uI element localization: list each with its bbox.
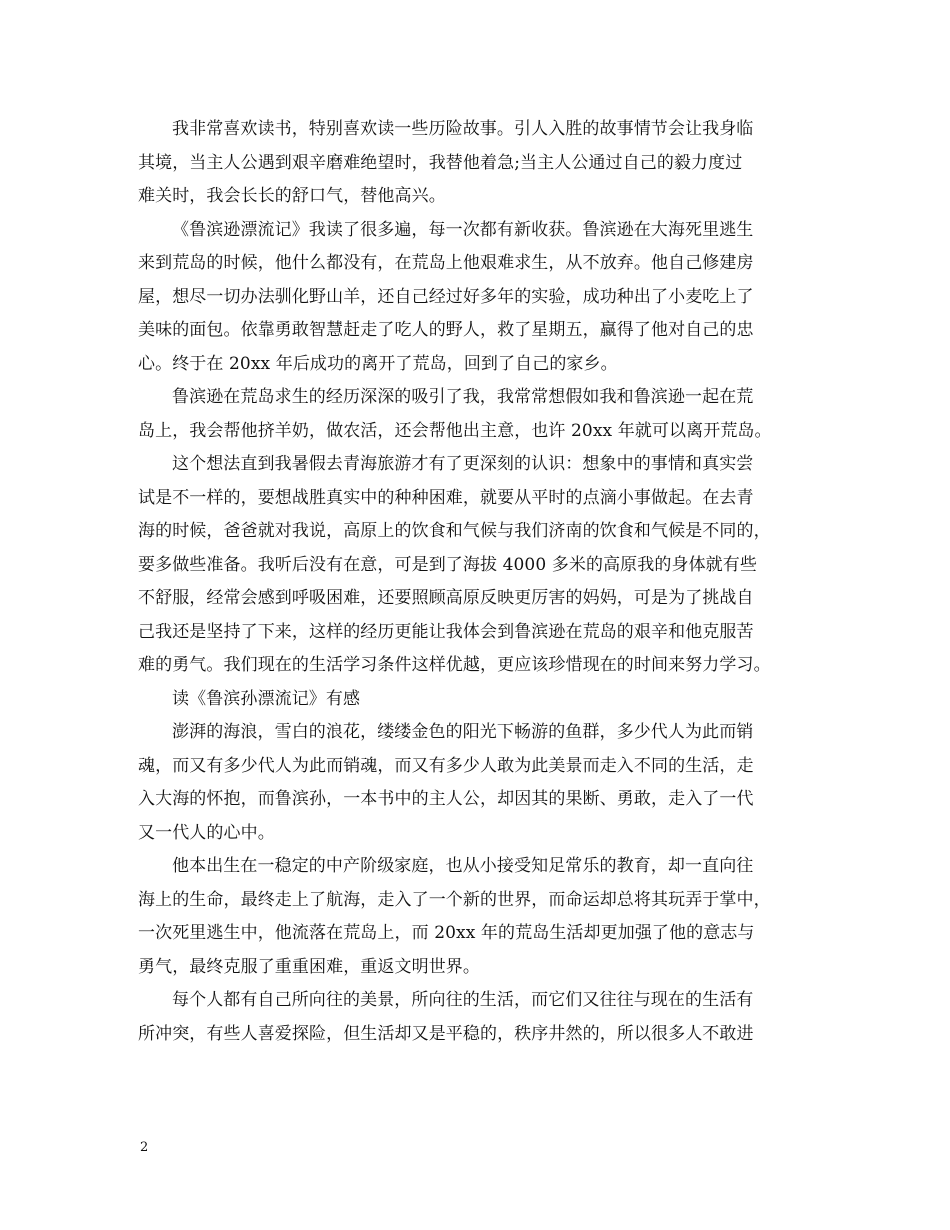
text-line: 《鲁滨逊漂流记》我读了很多遍，每一次都有新收获。鲁滨逊在大海死里逃生 <box>172 219 754 240</box>
text-line: 试是不一样的，要想战胜真实中的种种困难，就要从平时的点滴小事做起。在去青 <box>138 487 754 508</box>
text-line: 岛上，我会帮他挤羊奶，做农活，还会帮他出主意，也许 20xx 年就可以离开荒岛。 <box>138 420 772 441</box>
page-number: 2 <box>140 1140 149 1155</box>
text-line: 入大海的怀抱，而鲁滨孙，一本书中的主人公，却因其的果断、勇敢，走入了一代 <box>138 789 754 809</box>
text-line: 美味的面包。依靠勇敢智慧赶走了吃人的野人，救了星期五，赢得了他对自己的忠 <box>138 320 754 340</box>
text-line: 来到荒岛的时候，他什么都没有，在荒岛上他艰难求生，从不放弃。他自己修建房 <box>138 253 754 273</box>
text-line: 海的时候，爸爸就对我说，高原上的饮食和气候与我们济南的饮食和气候是不同的， <box>138 521 771 541</box>
text-line: 又一代人的心中。 <box>138 822 275 843</box>
text-line: 鲁滨逊在荒岛求生的经历深深的吸引了我，我常常想假如我和鲁滨逊一起在荒 <box>172 387 754 407</box>
text-line: 心。终于在 20xx 年后成功的离开了荒岛，回到了自己的家乡。 <box>138 353 618 374</box>
text-line: 勇气，最终克服了重重困难，重返文明世界。 <box>138 956 480 977</box>
text-line: 他本出生在一稳定的中产阶级家庭，也从小接受知足常乐的教育，却一直向往 <box>172 856 754 876</box>
text-line: 难关时，我会长长的舒口气，替他高兴。 <box>138 186 446 206</box>
text-line: 屋，想尽一切办法驯化野山羊，还自己经过好多年的实验，成功种出了小麦吃上了 <box>138 286 754 307</box>
body-text <box>138 113 822 1051</box>
text-line: 我非常喜欢读书，特别喜欢读一些历险故事。引人入胜的故事情节会让我身临 <box>172 119 754 139</box>
text-line: 读《鲁滨孙漂流记》有感 <box>172 688 361 709</box>
text-line: 其境，当主人公遇到艰辛磨难绝望时，我替他着急;当主人公通过自己的毅力度过 <box>138 152 743 173</box>
text-line: 一次死里逃生中，他流落在荒岛上，而 20xx 年的荒岛生活却更加强了他的意志与 <box>138 923 755 943</box>
text-line: 难的勇气。我们现在的生活学习条件这样优越，更应该珍惜现在的时间来努力学习。 <box>138 655 771 675</box>
text-line: 不舒服，经常会感到呼吸困难，还要照顾高原反映更厉害的妈妈，可是为了挑战自 <box>138 588 754 608</box>
text-line: 己我还是坚持了下来，这样的经历更能让我体会到鲁滨逊在荒岛的艰辛和他克服苦 <box>138 621 754 642</box>
text-line: 每个人都有自己所向往的美景，所向往的生活，而它们又往往与现在的生活有 <box>172 990 754 1010</box>
text-line: 这个想法直到我暑假去青海旅游才有了更深刻的认识：想象中的事情和真实尝 <box>172 454 754 474</box>
text-line: 魂，而又有多少代人为此而销魂，而又有多少人敢为此美景而走入不同的生活，走 <box>138 755 754 776</box>
text-line: 要多做些准备。我听后没有在意，可是到了海拔 4000 多米的高原我的身体就有些 <box>138 554 757 575</box>
text-line: 所冲突，有些人喜爱探险，但生活却又是平稳的，秩序井然的，所以很多人不敢进 <box>138 1023 754 1044</box>
text-line: 澎湃的海浪，雪白的浪花，缕缕金色的阳光下畅游的鱼群，多少代人为此而销 <box>172 722 754 742</box>
text-line: 海上的生命，最终走上了航海，走入了一个新的世界，而命运却总将其玩弄于掌中， <box>138 889 771 910</box>
